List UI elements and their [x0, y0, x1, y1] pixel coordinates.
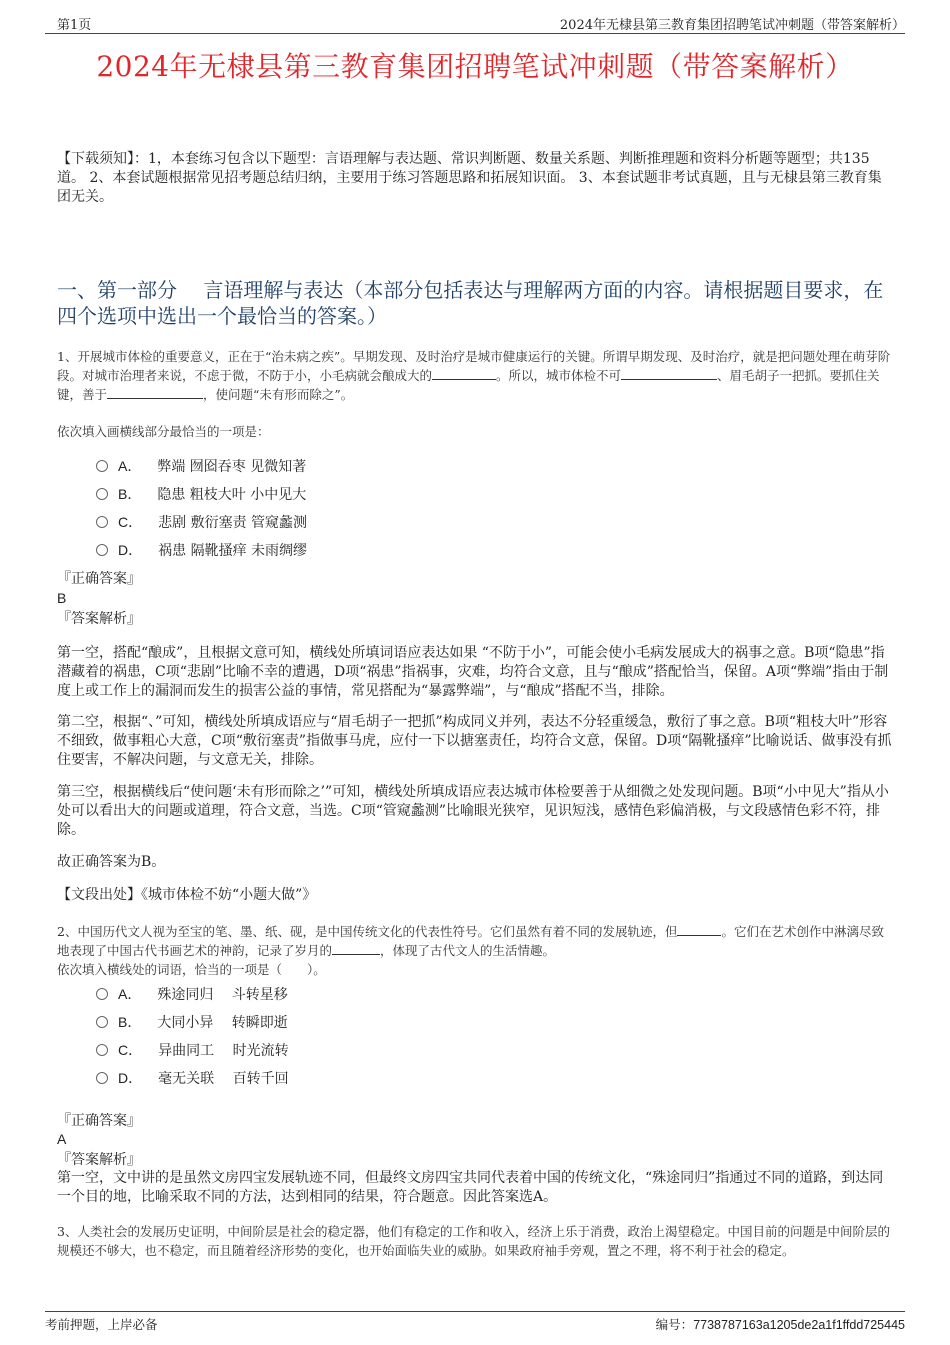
- q1-conclusion: 故正确答案为B。: [57, 854, 166, 870]
- q2-analysis: 第一空，文中讲的是虽然文房四宝发展轨迹不同，但最终文房四宝共同代表着中国的传统文化，“殊途同归”指通过不同的道路，到达同一个目的地，比喻采取不同的方法，达到相同的结果，符合题意。因此答案选A。: [57, 1170, 884, 1205]
- q2-answer-label: 『正确答案』: [57, 1113, 141, 1129]
- radio-icon[interactable]: [96, 516, 108, 528]
- q1-answer: B: [57, 590, 67, 606]
- option-text: 隐患 粗枝大叶 小中见大: [157, 487, 307, 503]
- code-label: 编号：: [655, 1317, 694, 1332]
- radio-icon[interactable]: [96, 544, 108, 556]
- footer-slogan: 考前押题，上岸必备: [45, 1317, 158, 1332]
- question-1-options: [96, 456, 307, 568]
- option-letter: A．: [118, 458, 142, 474]
- option-a[interactable]: [96, 456, 307, 484]
- option-text: 弊端 囫囵吞枣 见微知著: [157, 459, 307, 475]
- option-text: 异曲同工 时光流转: [158, 1043, 289, 1059]
- option-text: 祸患 隔靴搔痒 未雨绸缪: [158, 543, 308, 559]
- question-1-stem: [57, 347, 895, 404]
- q1-analysis-label: 『答案解析』: [57, 611, 141, 627]
- q2-blank-2: [332, 942, 380, 955]
- option-c[interactable]: [96, 1040, 289, 1068]
- option-letter: D．: [118, 1070, 143, 1086]
- q1-analysis-para-1: 第一空，搭配“酿成”，且根据文意可知，横线处所填词语应表达如果 “不防于小”，可能会使小毛病发展成大的祸事之意。B项“隐患”指潜藏着的祸患，C项“悲剧”比喻不幸的遭遇，D项“祸患”指祸事，灾难，均符合文意，且与“酿成”搭配恰当，保留。A项“弊端”指由于制度上或工作上的漏洞而发生的损害公益的事情，常见搭配为“暴露弊端”，与“酿成”搭配不当，排除。: [57, 645, 889, 699]
- header-divider: [45, 33, 905, 34]
- question-2-prompt: 依次填入横线处的词语，恰当的一项是（ ）。: [57, 962, 326, 977]
- radio-icon[interactable]: [96, 1016, 108, 1028]
- q2-analysis-label: 『答案解析』: [57, 1152, 141, 1168]
- option-letter: A．: [118, 986, 142, 1002]
- q1-analysis-para-3: 第三空，根据横线后“使问题‘未有形而除之’”可知，横线处所填成语应表达城市体检要善于从细微之处发现问题。B项“小中见大”指从小处可以看出大的问题或道理，符合文意，当选。C项“管窥蠡测”比喻眼光狭窄，见识短浅，感情色彩偏消极，与文段感情色彩不符，排除。: [57, 784, 889, 838]
- option-b[interactable]: [96, 1012, 289, 1040]
- option-d[interactable]: [96, 540, 307, 568]
- footer-code: [656, 1315, 905, 1333]
- option-b[interactable]: [96, 484, 307, 512]
- q1-answer-label: 『正确答案』: [57, 571, 141, 587]
- option-letter: C．: [118, 1042, 143, 1058]
- question-2-stem: [57, 922, 895, 960]
- radio-icon[interactable]: [96, 488, 108, 500]
- section-heading: 一、第一部分 言语理解与表达（本部分包括表达与理解两方面的内容。请根据题目要求，在四个选项中选出一个最恰当的答案。）: [57, 278, 884, 328]
- radio-icon[interactable]: [96, 1072, 108, 1084]
- option-text: 大同小异 转瞬即逝: [157, 1015, 288, 1031]
- radio-icon[interactable]: [96, 460, 108, 472]
- footer-divider: [45, 1311, 905, 1312]
- q1-stem-part-b: 。所以，城市体检不可: [496, 368, 622, 383]
- q2-blank-1: [677, 923, 721, 936]
- option-text: 悲剧 敷衍塞责 管窥蠡测: [158, 515, 308, 531]
- q1-analysis-para-2: 第二空，根据“、”可知，横线处所填成语应与“眉毛胡子一把抓”构成同义并列，表达不分轻重缓急，敷衍了事之意。B项“粗枝大叶”形容不细致，做事粗心大意，C项“敷衍塞责”指做事马虎，应付一下以搪塞责任，均符合文意，保留。D项“隔靴搔痒”比喻说话、做事没有抓住要害，不解决问题，与文意无关，排除。: [57, 714, 892, 768]
- option-a[interactable]: [96, 984, 289, 1012]
- q1-blank-3: [107, 386, 203, 399]
- question-2-options: [96, 984, 289, 1096]
- code-value: 7738787163a1205de2a1f1ffdd725445: [693, 1318, 905, 1332]
- option-letter: D．: [118, 542, 143, 558]
- q1-stem-part-c: 、眉毛胡子一把抓。要抓住关键，善于: [57, 368, 880, 402]
- running-header-title: 2024年无棣县第三教育集团招聘笔试冲刺题（带答案解析）: [559, 18, 905, 33]
- q2-stem-part-c: ，体现了古代文人的生活情趣。: [380, 943, 556, 958]
- q1-stem-part-d: ，使问题“未有形而除之”。: [203, 387, 354, 402]
- option-letter: B．: [118, 1014, 142, 1030]
- q1-source: 【文段出处】《城市体检不妨“小题大做”》: [57, 887, 317, 903]
- download-notice: 【下载须知】：1，本套练习包含以下题型：言语理解与表达题、常识判断题、数量关系题、判断推理题和资料分析题等题型；共135道。 2、本套试题根据常见招考题总结归纳，主要用于练习答题思路和拓展知识面。 3、本套试题非考试真题，且与无棣县第三教育集团无关。: [57, 151, 882, 205]
- q2-answer: A: [57, 1131, 67, 1147]
- page-title: 2024年无棣县第三教育集团招聘笔试冲刺题（带答案解析）: [96, 50, 854, 83]
- option-text: 毫无关联 百转千回: [158, 1071, 289, 1087]
- radio-icon[interactable]: [96, 1044, 108, 1056]
- page-number: 第1页: [57, 18, 92, 33]
- q1-blank-1: [432, 367, 496, 380]
- question-1-prompt: 依次填入画横线部分最恰当的一项是：: [57, 424, 270, 439]
- option-letter: C．: [118, 514, 143, 530]
- option-text: 殊途同归 斗转星移: [157, 987, 288, 1003]
- option-c[interactable]: [96, 512, 307, 540]
- option-letter: B．: [118, 486, 142, 502]
- q1-blank-2: [621, 367, 717, 380]
- option-d[interactable]: [96, 1068, 289, 1096]
- q2-stem-part-b: 。它们在艺术创作中淋漓尽致地表现了中国古代书画艺术的神韵，记录了岁月的: [57, 924, 884, 958]
- q1-stem-part-a: 1、开展城市体检的重要意义，正在于“治未病之疾”。早期发现、及时治疗是城市健康运行的关键。所谓早期发现、及时治疗，就是把问题处理在萌芽阶段。对城市治理者来说，不虑于微，不防于小，小毛病就会酿成大的: [57, 349, 891, 383]
- q2-stem-part-a: 2、中国历代文人视为至宝的笔、墨、纸、砚，是中国传统文化的代表性符号。它们虽然有着不同的发展轨迹，但: [57, 924, 678, 939]
- radio-icon[interactable]: [96, 988, 108, 1000]
- question-3-stem: 3、人类社会的发展历史证明，中间阶层是社会的稳定器，他们有稳定的工作和收入，经济上乐于消费，政治上渴望稳定。中国目前的问题是中间阶层的规模还不够大，也不稳定，而且随着经济形势的变化，也开始面临失业的威胁。如果政府袖手旁观，置之不理，将不利于社会的稳定。: [57, 1224, 890, 1258]
